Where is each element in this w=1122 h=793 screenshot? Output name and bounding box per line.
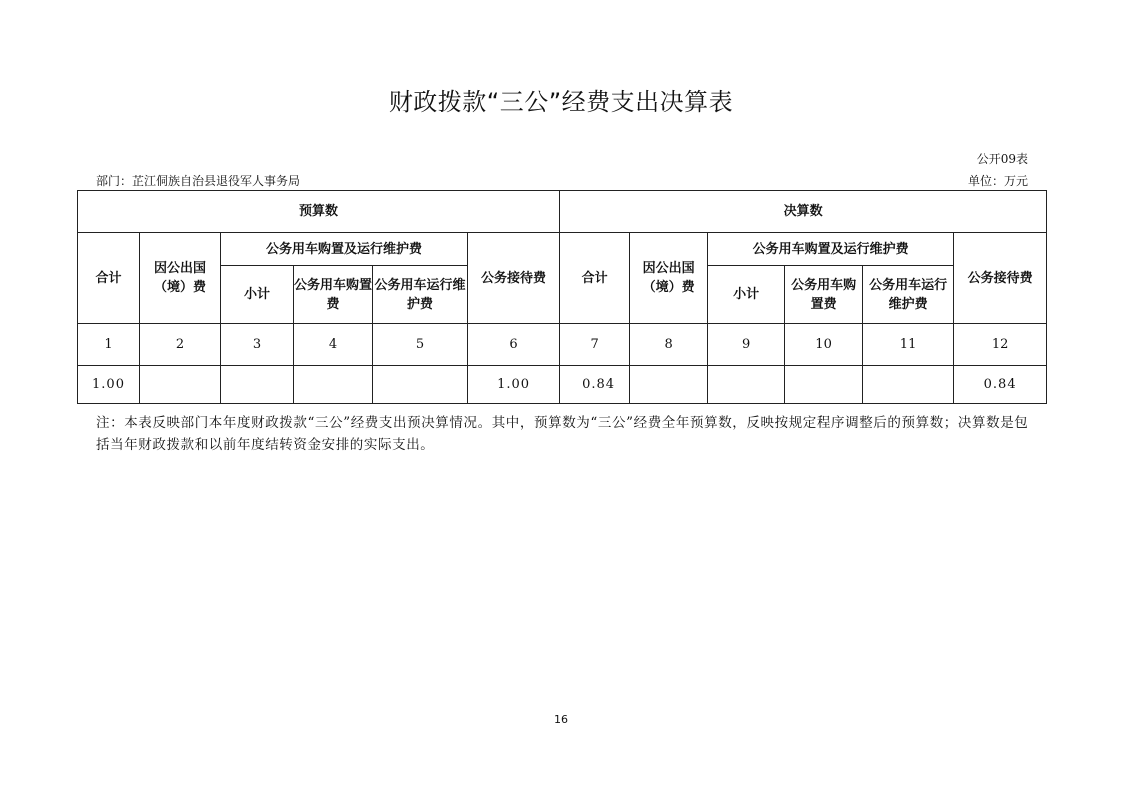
budget-reception-header: 公务接待费: [468, 233, 560, 324]
final-total-header: 合计: [560, 233, 630, 324]
page-title: 财政拨款“三公”经费支出决算表: [388, 88, 734, 116]
col-number: 2: [140, 324, 221, 366]
unit-label: 单位：万元: [967, 174, 1028, 188]
col-number: 5: [373, 324, 468, 366]
value-cell: [140, 366, 221, 404]
value-cell: [785, 366, 863, 404]
value-cell: [708, 366, 785, 404]
col-number: 11: [863, 324, 954, 366]
final-purchase-header: 公务用车购置费: [785, 266, 863, 324]
budget-purchase-header: 公务用车购置费: [294, 266, 373, 324]
final-group-header: 决算数: [560, 191, 1047, 233]
col-number: 8: [630, 324, 708, 366]
col-number: 9: [708, 324, 785, 366]
budget-vehicle-header: 公务用车购置及运行维护费: [221, 233, 468, 266]
budget-subtotal-header: 小计: [221, 266, 294, 324]
budget-abroad-header: 因公出国（境）费: [140, 233, 221, 324]
budget-group-header: 预算数: [78, 191, 560, 233]
value-cell: [373, 366, 468, 404]
value-cell: [221, 366, 294, 404]
value-cell: 1.00: [78, 366, 140, 404]
value-cell: [863, 366, 954, 404]
value-cell: [630, 366, 708, 404]
col-number: 7: [560, 324, 630, 366]
group-header-row: [78, 191, 1047, 233]
header-row-1: [78, 233, 1047, 266]
value-cell: 1.00: [468, 366, 560, 404]
page-number: 16: [554, 713, 568, 726]
col-number: 4: [294, 324, 373, 366]
col-number: 3: [221, 324, 294, 366]
value-row: [78, 366, 1047, 404]
footnote: 注：本表反映部门本年度财政拨款“三公”经费支出预决算情况。其中，预算数为“三公”经费全年预算数，反映按规定程序调整后的预算数；决算数是包括当年财政拨款和以前年度结转资金安排的实际支出。: [96, 415, 1029, 453]
budget-total-header: 合计: [78, 233, 140, 324]
final-reception-header: 公务接待费: [954, 233, 1047, 324]
col-number: 6: [468, 324, 560, 366]
column-number-row: [78, 324, 1047, 366]
department-label: 部门：芷江侗族自治县退役军人事务局: [96, 174, 301, 188]
final-vehicle-header: 公务用车购置及运行维护费: [708, 233, 954, 266]
col-number: 12: [954, 324, 1047, 366]
value-cell: [294, 366, 373, 404]
budget-operation-header: 公务用车运行维护费: [373, 266, 468, 324]
form-number: 公开09表: [976, 152, 1028, 166]
final-abroad-header: 因公出国（境）费: [630, 233, 708, 324]
col-number: 10: [785, 324, 863, 366]
final-subtotal-header: 小计: [708, 266, 785, 324]
col-number: 1: [78, 324, 140, 366]
value-cell: 0.84: [954, 366, 1047, 404]
expense-table: [77, 190, 1047, 404]
value-cell: 0.84: [560, 366, 630, 404]
final-operation-header: 公务用车运行维护费: [863, 266, 954, 324]
